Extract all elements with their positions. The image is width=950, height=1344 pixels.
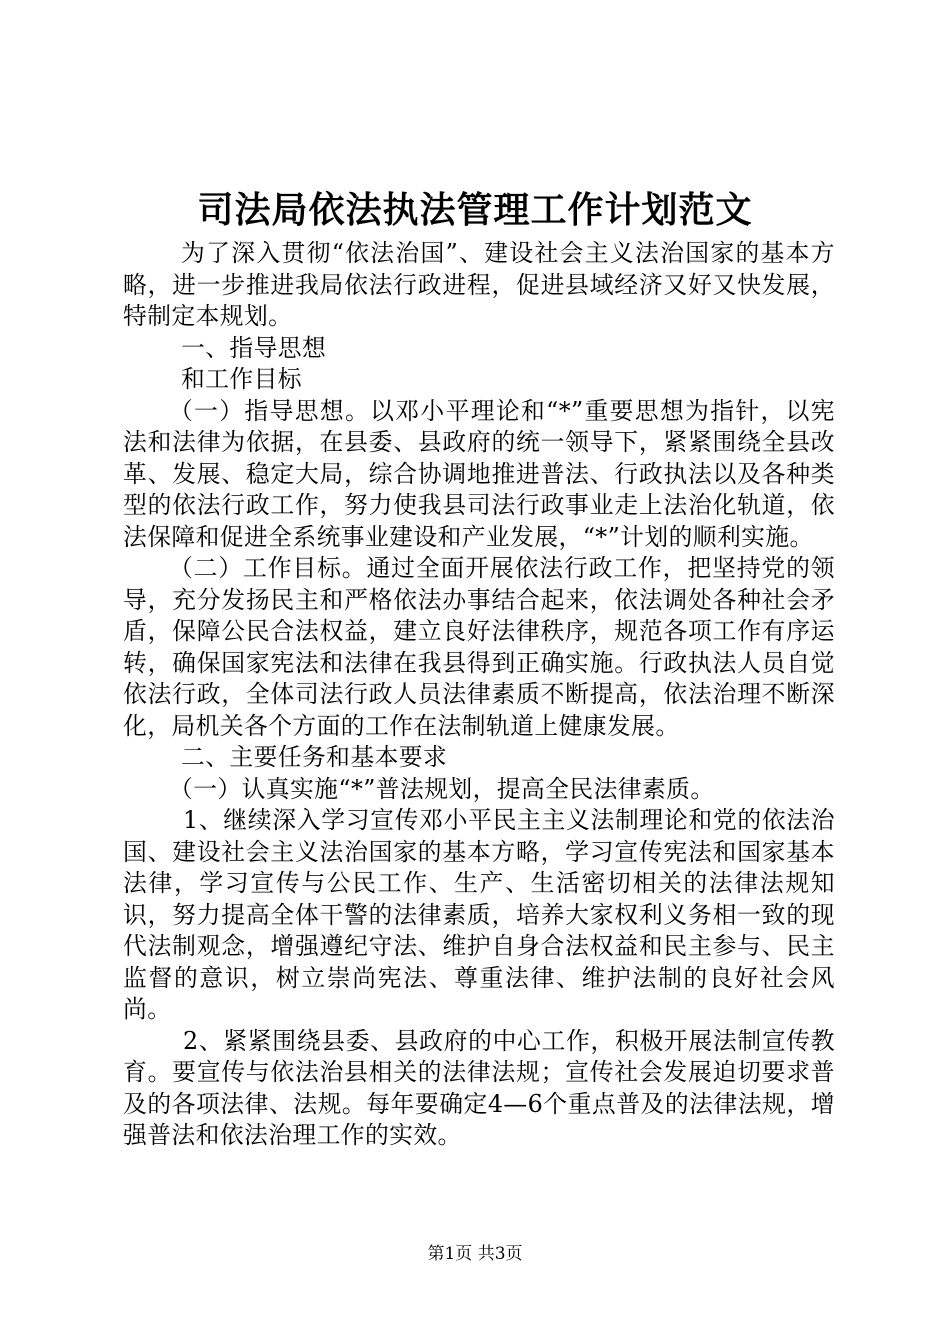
paragraph-item-1: 1、继续深入学习宣传邓小平民主主义法制理论和党的依法治国、建设社会主义法治国家的基本方略，学习宣传宪法和国家基本法律，学习宣传与公民工作、生产、生活密切相关的法律法规知识，努力提高全体干警的法律素质，培养大家权利义务相一致的现代法制观念，增强遵纪守法、维护自身合法权益和民主参与、民主监督的意识，树立崇尚宪法、尊重法律、维护法制的良好社会风尚。 [123, 806, 835, 1023]
section-heading-goals: 和工作目标 [181, 365, 302, 393]
paragraph-guiding-thought: （一）指导思想。以邓小平理论和“*”重要思想为指针，以宪法和法律为依据，在县委、县政府的统一领导下，紧紧围绕全县改革、发展、稳定大局，综合协调地推进普法、行政执法以及各种类型的依法行政工作，努力使我县司法行政事业走上法治化轨道，依法保障和促进全系统事业建设和产业发展，“*”计划的顺利实施。 [123, 396, 835, 551]
paragraph-work-goals: （二）工作目标。通过全面开展依法行政工作，把坚持党的领导，充分发扬民主和严格依法办事结合起来，依法调处各种社会矛盾，保障公民合法权益，建立良好法律秩序，规范各项工作有序运转，确保国家宪法和法律在我县得到正确实施。行政执法人员自觉依法行政，全体司法行政人员法律素质不断提高，依法治理不断深化，局机关各个方面的工作在法制轨道上健康发展。 [123, 554, 835, 740]
paragraph-item-2: 2、紧紧围绕县委、县政府的中心工作，积极开展法制宣传教育。要宣传与依法治县相关的法律法规；宣传社会发展迫切要求普及的各项法律、法规。每年要确定4—6个重点普及的法律法规，增强普法和依法治理工作的实效。 [123, 1026, 835, 1149]
document-body [123, 238, 835, 1152]
section-heading-guiding: 一、指导思想 [181, 333, 327, 362]
document-title: 司法局依法执法管理工作计划范文 [197, 189, 753, 231]
page-number: 第1页 共3页 [427, 1244, 523, 1264]
section-heading-tasks: 二、主要任务和基本要求 [181, 743, 448, 771]
paragraph-subheading-law: （一）认真实施“*”普法规划，提高全民法律素质。 [169, 774, 715, 803]
paragraph-intro: 为了深入贯彻“依法治国”、建设社会主义法治国家的基本方略，进一步推进我局依法行政进程，促进县域经济又好又快发展，特制定本规划。 [123, 239, 835, 330]
